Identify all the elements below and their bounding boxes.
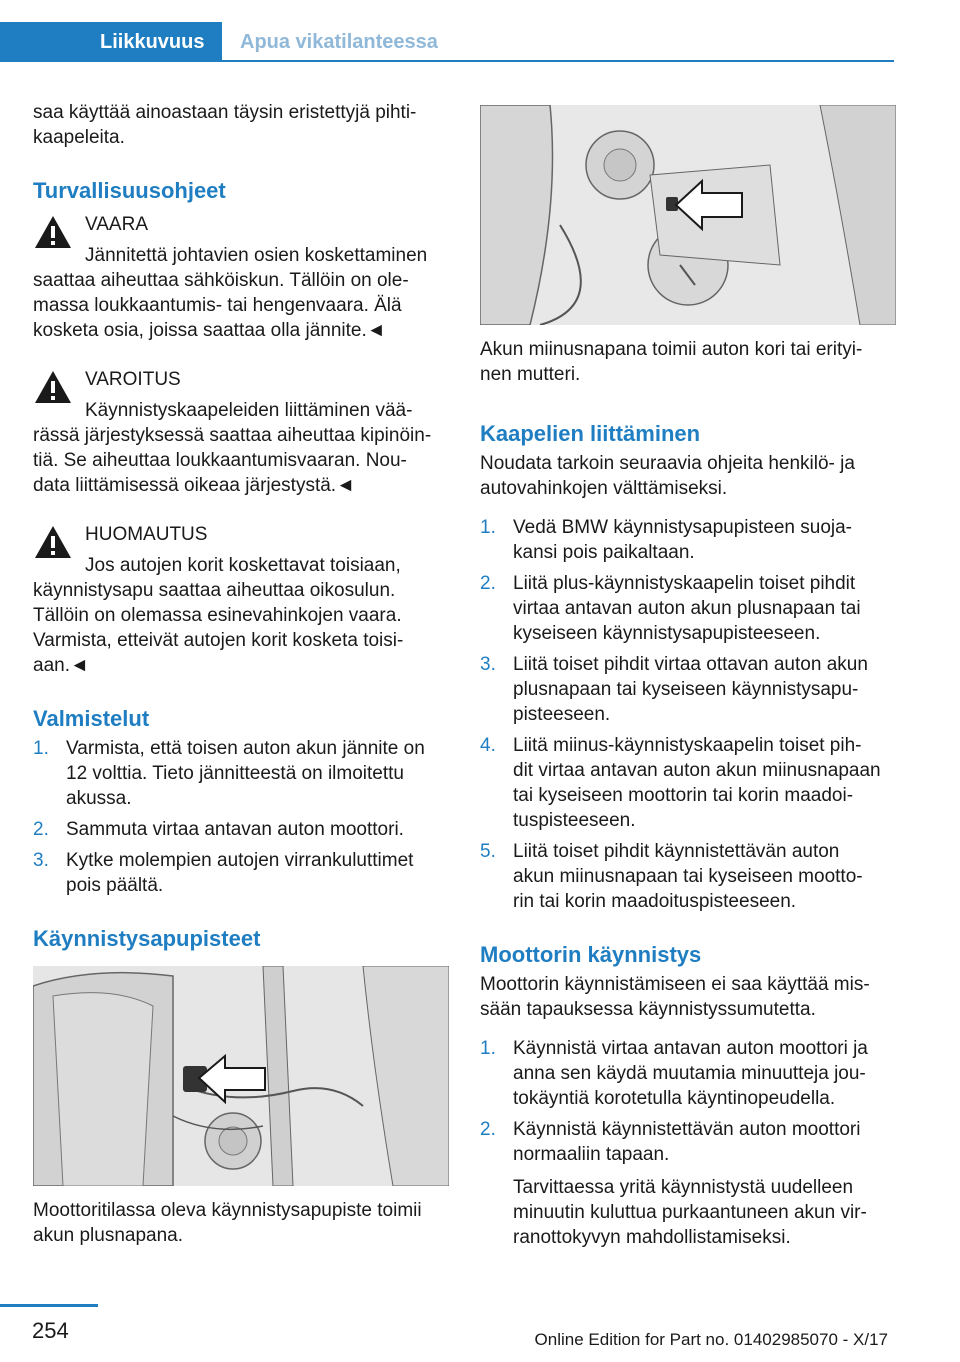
step-number: 4. [480,735,496,756]
step-text: Vedä BMW käynnistysapupisteen suoja- kansi pois paikaltaan. [513,517,853,563]
engine-bay-illustration [33,966,449,1186]
engine-bay-negative-terminal-photo [480,105,896,325]
warning-triangle-icon [33,524,73,560]
step-number: 3. [480,654,496,675]
list-item [480,1117,896,1167]
left-column [33,100,449,1248]
starting-note: Tarvittaessa yritä käynnistystä uudelleen minuutin kuluttua purkaantuneen akun vir- ranottokyvyn mahdollistamiseksi. [513,1177,867,1248]
list-item [480,1036,896,1111]
step-text: Liitä plus-käynnistyskaapelin toiset pihdit virtaa antavan auton akun plusnapaan tai kyseiseen käynnistysapupisteeseen. [513,573,861,644]
step-number: 1. [480,1038,496,1059]
preparation-heading: Valmistelut [33,706,150,731]
jump-start-points-heading: Käynnistysapupisteet [33,926,261,951]
step-number: 1. [480,517,496,538]
step-text: Kytke molempien autojen virrankuluttimet pois päältä. [66,850,414,896]
step-number: 1. [33,738,49,759]
starting-engine-intro: Moottorin käynnistämiseen ei saa käyttää mis- sään tapauksessa käynnistyssumutetta. [480,974,870,1020]
step-text: Käynnistä käynnistettävän auton moottori normaaliin tapaan. [513,1119,861,1165]
list-item [480,652,896,727]
photo-caption: Akun miinusnapana toimii auton kori tai erityi- nen mutteri. [480,339,863,385]
step-text: Liitä toiset pihdit virtaa ottavan auton akun plusnapaan tai kyseiseen käynnistysapu- pisteeseen. [513,654,868,725]
warning-caution [33,367,449,498]
connecting-steps [480,515,896,914]
engine-bay-positive-terminal-photo [33,966,449,1186]
connecting-cables-heading: Kaapelien liittäminen [480,421,701,446]
right-column [480,105,896,1250]
warning-text-first-line: Käynnistyskaapeleiden liittäminen vää- [85,400,413,421]
page-header [0,0,960,64]
preparation-steps [33,736,449,898]
step-number: 3. [33,850,49,871]
safety-heading: Turvallisuusohjeet [33,178,226,203]
warning-label: VAARA [85,214,149,235]
warning-text: saattaa aiheuttaa sähköiskun. Tällöin on ole- massa loukkaantumis- tai hengenvaara. Älä kosketa osia, joissa saattaa olla jännite.◄ [33,270,409,341]
list-item [33,848,449,898]
list-item [480,839,896,914]
warning-label: HUOMAUTUS [85,524,208,545]
step-number: 5. [480,841,496,862]
step-number: 2. [33,819,49,840]
step-text: Käynnistä virtaa antavan auton moottori ja anna sen käydä muutamia minuutteja jou- tokäyntiä korotetulla käyntinopeudella. [513,1038,868,1109]
warning-danger [33,212,449,343]
warning-notice [33,522,449,678]
page-number: 254 [32,1318,69,1343]
engine-bay-illustration [480,105,896,325]
section-tab-mobility: Liikkuvuus [0,22,222,62]
step-number: 2. [480,573,496,594]
photo-caption: Moottoritilassa oleva käynnistysapupiste toimii akun plusnapana. [33,1200,422,1246]
list-item [480,571,896,646]
step-text: Liitä toiset pihdit käynnistettävän auton akun miinusnapaan tai kyseiseen mootto- rin tai korin maadoituspisteeseen. [513,841,863,912]
warning-text-first-line: Jännitettä johtavien osien koskettaminen [85,245,428,266]
intro-text: saa käyttää ainoastaan täysin eristettyjä pihti- kaapeleita. [33,102,417,148]
starting-steps [480,1036,896,1167]
warning-triangle-icon [33,214,73,250]
list-item [480,515,896,565]
starting-engine-heading: Moottorin käynnistys [480,942,702,967]
footer-rule [0,1304,98,1307]
edition-note: Online Edition for Part no. 01402985070 - X/17 [534,1330,888,1349]
warning-triangle-icon [33,369,73,405]
header-rule [222,60,894,62]
warning-text: käynnistysapu saattaa aiheuttaa oikosulun. Tällöin on olemassa esinevahinkojen vaara. Varmista, etteivät autojen korit kosketa toisi- aan.◄ [33,580,404,676]
warning-text: rässä järjestyksessä saattaa aiheuttaa kipinöin- tiä. Se aiheuttaa loukkaantumisvaaran. Nou- data liittämisessä oikeaa järjestystä.◄ [33,425,432,496]
section-tab-breakdown-help: Apua vikatilanteessa [240,31,438,53]
list-item [33,817,449,842]
step-number: 2. [480,1119,496,1140]
warning-label: VAROITUS [85,369,181,390]
connecting-cables-intro: Noudata tarkoin seuraavia ohjeita henkilö- ja autovahinkojen välttämiseksi. [480,453,855,499]
list-item [480,733,896,833]
step-text: Varmista, että toisen auton akun jännite on 12 volttia. Tieto jännitteestä on ilmoitettu akussa. [66,738,425,809]
list-item [33,736,449,811]
step-text: Sammuta virtaa antavan auton moottori. [66,819,404,840]
warning-text-first-line: Jos autojen korit koskettavat toisiaan, [85,555,401,576]
step-text: Liitä miinus-käynnistyskaapelin toiset pih- dit virtaa antavan auton akun miinusnapaan tai kyseiseen moottorin tai korin maadoi- tuspisteeseen. [513,735,881,831]
